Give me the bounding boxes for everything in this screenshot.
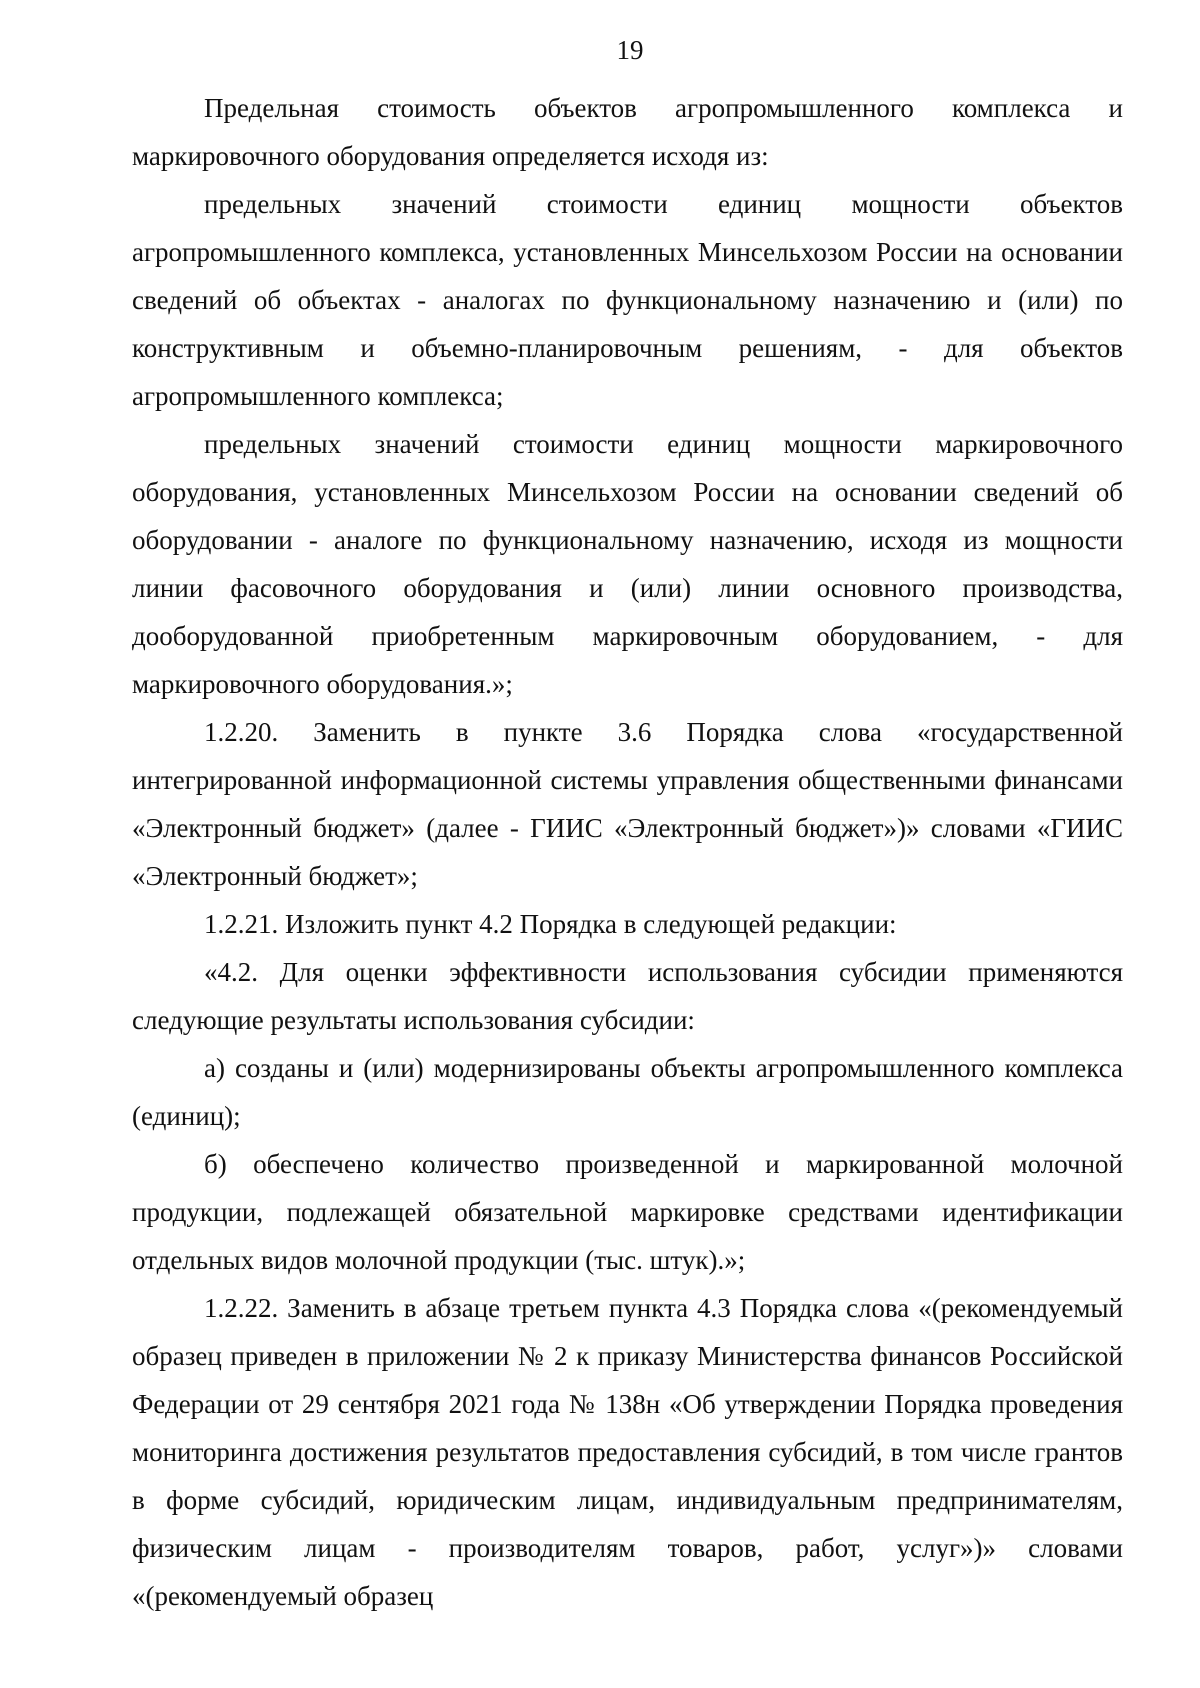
paragraph-marking-limits: предельных значений стоимости единиц мощности маркировочного оборудования, установленных Минсельхозом России на основании сведений об оборудовании - аналоге по функциональному назначению, исходя из мощности линии фасовочного оборудования и (или) линии основного производства, дооборудованной приобретенным маркировочным оборудованием, - для маркировочного оборудования.»; (132, 429, 1123, 699)
paragraph-item-1-2-22: 1.2.22. Заменить в абзаце третьем пункта 4.3 Порядка слова «(рекомендуемый образец приведен в приложении № 2 к приказу Министерства финансов Российской Федерации от 29 сентября 2021 года № 138н «Об утверждении Порядка проведения мониторинга достижения результатов предоставления субсидий, в том числе грантов в форме субсидий, юридическим лицам, индивидуальным предпринимателям, физическим лицам - производителям товаров, работ, услуг»)» словами «(рекомендуемый образец (132, 1293, 1123, 1611)
page-number: 19 (616, 35, 644, 65)
paragraph-item-4-2: «4.2. Для оценки эффективности использования субсидии применяются следующие результаты использования субсидии: (132, 957, 1123, 1035)
document-body (132, 84, 1123, 1620)
paragraph-item-1-2-21: 1.2.21. Изложить пункт 4.2 Порядка в следующей редакции: (204, 909, 897, 939)
paragraph-cost-definition: Предельная стоимость объектов агропромышленного комплекса и маркировочного оборудования определяется исходя из: (132, 93, 1123, 171)
paragraph-agro-limits: предельных значений стоимости единиц мощности объектов агропромышленного комплекса, установленных Минсельхозом России на основании сведений об объектах - аналогах по функциональному назначению и (или) по конструктивным и объемно-планировочным решениям, - для объектов агропромышленного комплекса; (132, 189, 1123, 411)
paragraph-item-1-2-20: 1.2.20. Заменить в пункте 3.6 Порядка слова «государственной интегрированной информационной системы управления общественными финансами «Электронный бюджет» (далее - ГИИС «Электронный бюджет»)» словами «ГИИС «Электронный бюджет»; (132, 717, 1123, 891)
paragraph-result-b: б) обеспечено количество произведенной и маркированной молочной продукции, подлежащей обязательной маркировке средствами идентификации отдельных видов молочной продукции (тыс. штук).»; (132, 1149, 1123, 1275)
paragraph-result-a: а) созданы и (или) модернизированы объекты агропромышленного комплекса (единиц); (132, 1053, 1123, 1131)
